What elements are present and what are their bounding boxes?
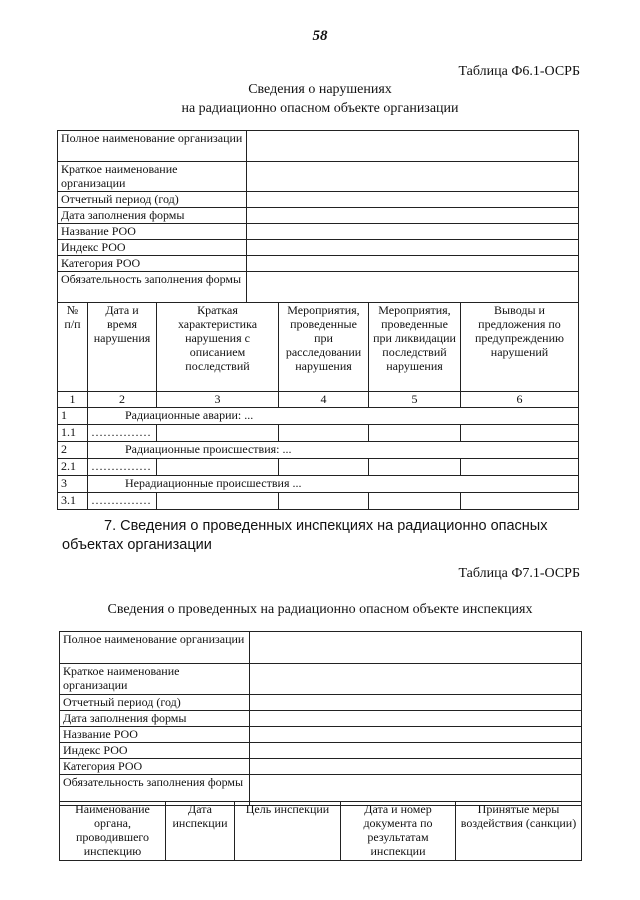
info-value[interactable]	[247, 192, 579, 208]
table-row	[58, 459, 579, 476]
group-number: 3	[58, 476, 88, 493]
info-label: Категория РОО	[60, 759, 250, 775]
info-label: Категория РОО	[58, 256, 247, 272]
info-label: Полное наименование организации	[58, 131, 247, 162]
info-value[interactable]	[247, 256, 579, 272]
info-value[interactable]	[250, 711, 582, 727]
group-row	[58, 476, 579, 493]
group-label: Радиационные аварии: ...	[88, 408, 579, 425]
col-header: Дата инспекции	[166, 802, 235, 861]
table2-main	[59, 801, 582, 861]
col-number: 4	[279, 392, 369, 408]
info-value[interactable]	[250, 632, 582, 664]
section7-heading-line2: объектах организации	[62, 537, 212, 553]
col-header: Цель инспекции	[235, 802, 341, 861]
row-cell[interactable]: ……………	[88, 425, 157, 442]
group-label: Нерадиационные происшествия ...	[88, 476, 579, 493]
page-number: 58	[312, 28, 328, 44]
group-number: 2	[58, 442, 88, 459]
col-header: Дата и время нарушения	[88, 303, 157, 392]
row-cell[interactable]	[369, 493, 461, 510]
info-label: Индекс РОО	[58, 240, 247, 256]
info-value[interactable]	[250, 743, 582, 759]
info-label: Краткое наименование организации	[58, 162, 247, 192]
table-row	[58, 493, 579, 510]
info-label: Обязательность заполнения формы	[58, 272, 247, 303]
info-label: Отчетный период (год)	[60, 695, 250, 711]
info-value[interactable]	[247, 240, 579, 256]
info-label: Название РОО	[60, 727, 250, 743]
col-header: Выводы и предложения по предупреждению нарушений	[461, 303, 579, 392]
info-value[interactable]	[250, 695, 582, 711]
info-value[interactable]	[247, 272, 579, 303]
section7-heading	[62, 517, 582, 555]
info-label: Название РОО	[58, 224, 247, 240]
row-number: 3.1	[58, 493, 88, 510]
info-value[interactable]	[250, 727, 582, 743]
section7-heading-line1: 7. Сведения о проведенных инспекциях на радиационно опасных	[104, 518, 548, 534]
info-value[interactable]	[247, 224, 579, 240]
info-value[interactable]	[250, 664, 582, 695]
row-cell[interactable]	[279, 493, 369, 510]
info-value[interactable]	[247, 131, 579, 162]
info-value[interactable]	[247, 162, 579, 192]
table2-info	[59, 631, 582, 806]
row-number: 2.1	[58, 459, 88, 476]
info-label: Краткое наименование организации	[60, 664, 250, 695]
info-label: Отчетный период (год)	[58, 192, 247, 208]
col-number: 6	[461, 392, 579, 408]
table1-info	[57, 130, 579, 303]
row-cell[interactable]	[279, 459, 369, 476]
col-header: № п/п	[58, 303, 88, 392]
info-value[interactable]	[250, 759, 582, 775]
group-label: Радиационные происшествия: ...	[88, 442, 579, 459]
info-label: Индекс РОО	[60, 743, 250, 759]
row-cell[interactable]: ……………	[88, 493, 157, 510]
table-row	[58, 425, 579, 442]
col-header: Наименование органа, проводившего инспекцию	[60, 802, 166, 861]
col-number: 3	[157, 392, 279, 408]
col-header: Принятые меры воздействия (санкции)	[456, 802, 582, 861]
info-label: Обязательность заполнения формы	[60, 775, 250, 806]
group-row	[58, 408, 579, 425]
col-number: 2	[88, 392, 157, 408]
row-cell[interactable]	[461, 459, 579, 476]
info-label: Дата заполнения формы	[58, 208, 247, 224]
table1-title	[0, 80, 640, 118]
info-value[interactable]	[247, 208, 579, 224]
info-label: Дата заполнения формы	[60, 711, 250, 727]
col-number: 5	[369, 392, 461, 408]
row-cell[interactable]	[461, 493, 579, 510]
row-cell[interactable]	[157, 459, 279, 476]
col-header: Мероприятия, проведенные при расследовании нарушения	[279, 303, 369, 392]
group-row	[58, 442, 579, 459]
row-cell[interactable]	[157, 425, 279, 442]
table1-title-line2: на радиационно опасном объекте организации	[181, 101, 459, 116]
table1-title-line1: Сведения о нарушениях	[248, 82, 392, 97]
col-header: Краткая характеристика нарушения с описанием последствий	[157, 303, 279, 392]
table1-code: Таблица Ф6.1-ОСРБ	[458, 64, 580, 79]
group-number: 1	[58, 408, 88, 425]
row-cell[interactable]	[461, 425, 579, 442]
row-cell[interactable]	[369, 459, 461, 476]
row-number: 1.1	[58, 425, 88, 442]
row-cell[interactable]	[279, 425, 369, 442]
info-label: Полное наименование организации	[60, 632, 250, 664]
row-cell[interactable]	[157, 493, 279, 510]
table2-title: Сведения о проведенных на радиационно опасном объекте инспекциях	[107, 602, 533, 617]
table2-code: Таблица Ф7.1-ОСРБ	[458, 566, 580, 581]
row-cell[interactable]	[369, 425, 461, 442]
col-number: 1	[58, 392, 88, 408]
table1-main	[57, 302, 579, 510]
col-header: Дата и номер документа по результатам инспекции	[341, 802, 456, 861]
row-cell[interactable]: ……………	[88, 459, 157, 476]
col-header: Мероприятия, проведенные при ликвидации последствий нарушения	[369, 303, 461, 392]
